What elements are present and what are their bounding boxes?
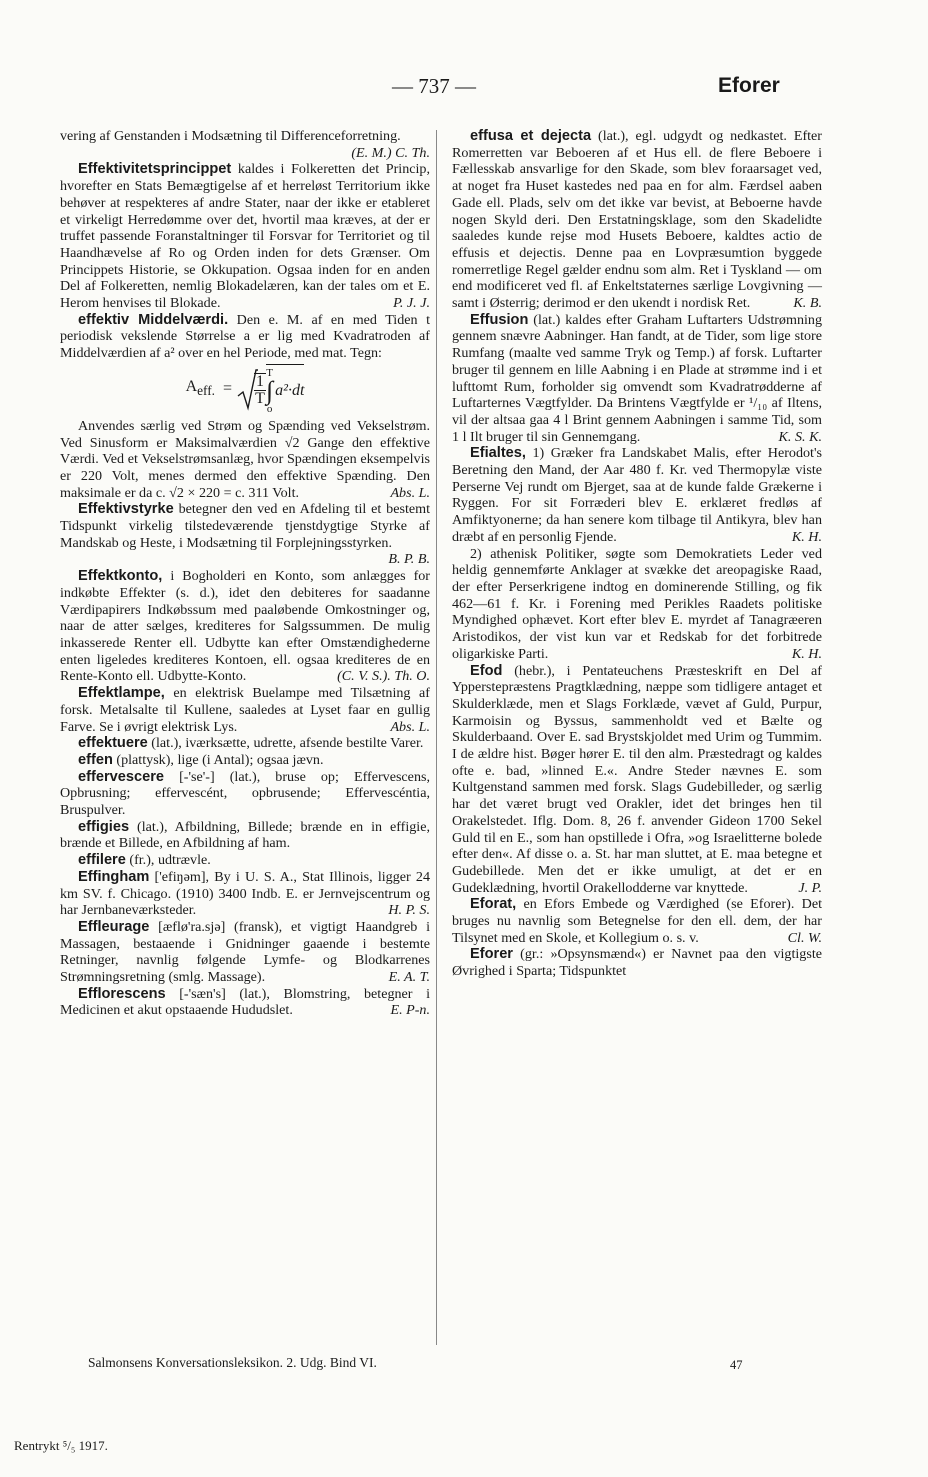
- headword: Effektkonto,: [78, 568, 163, 585]
- headword: Effektivitetsprincippet: [78, 161, 232, 178]
- headword: Efod: [470, 662, 503, 679]
- page-number: — 737 —: [392, 74, 476, 98]
- headword: Effleurage: [78, 918, 150, 935]
- column-divider: [436, 130, 437, 1345]
- entry: Effusion (lat.) kaldes efter Graham Luftarters Udstrømning gennem snævre Aabninger. Han fandt, at de Tider, som lige store Rumfang (maalte ved samme Tryk og Temp.) af forsk. Luftarter bruger til gennem en lille Aabning i en Plade at strømme ind i et lufttomt Rum, forholder sig omvendt som Kvadratrødderne af Luftarternes Vægtfylder. Da Brintens Vægtfylde er ¹/₁₀ af Iltens, vil der altsaa gaa 4 l Brint gennem Aabningen i samme Tid, som 1 l Ilt bruger til sin Gennemgang. K. S. K.: [452, 311, 822, 445]
- entry: effektuere (lat.), iværksætte, udrette, afsende bestilte Varer.: [78, 735, 424, 752]
- author-signature: Abs. L.: [390, 718, 430, 735]
- entry: effilere (fr.), udtrævle.: [78, 852, 211, 869]
- entry: Effleurage [æflø'ra.sjə] (fransk), et vigtigt Haandgreb i Massagen, bestaaende i Gnidninger gaaende i bestemte Retninger, navnlig følgende Lymfe- og Blodkarrenes Strømningsretning (smlg. Massage). E. A. T.: [60, 918, 430, 986]
- entry: vering af Genstanden i Modsætning til Differenceforretning. (E. M.) C. Th.: [60, 128, 430, 161]
- headword: Eforer: [470, 946, 513, 963]
- headword: Eforat,: [470, 896, 517, 913]
- author-signature: K. H.: [791, 645, 822, 662]
- headword: Efialtes,: [470, 445, 526, 462]
- entry: effektiv Middelværdi. Den e. M. af en med Tiden t periodisk vekslende Størrelse a er lig med Kvadratroden af Middelværdien af a² over en hel Periode, med mat. Tegn:: [60, 311, 430, 362]
- entry: Effektlampe, en elektrisk Buelampe med Tilsætning af forsk. Metalsalte til Kullene, saaledes at Lyset faar en gullig Farve. Se i øvrigt elektrisk Lys. Abs. L.: [60, 685, 430, 735]
- author-signature: K. H.: [791, 528, 822, 545]
- headword: effilere: [78, 852, 126, 869]
- left-column: [60, 128, 430, 1019]
- reprint-note: Rentrykt ⁵/₅ 1917.: [14, 1438, 108, 1453]
- entry: effervescere [-'se'-] (lat.), bruse op; Effervescens, Opbrusning; effervescént, opbrusende; Effervescéntia, Bruspulver.: [60, 768, 430, 819]
- running-head: Eforer: [718, 74, 780, 97]
- entry: 2) athenisk Politiker, søgte som Demokratiets Leder ved heldig gennemførte Anklager at svække det areopagiske Raad, der efter Perserkrigene indtog en dominerende Stilling, og fik 462—61 f. Kr. i Forening med Perikles Raadets politiske Myndighed ophævet. Kort efter blev E. myrdet af Tanagræeren Aristodikos, der vist kun var et Redskab for det forbitrede oligarkiske Parti. K. H.: [452, 545, 822, 662]
- author-signature: B. P. B.: [388, 551, 430, 568]
- author-signature: E. A. T.: [388, 969, 430, 986]
- author-signature: K. B.: [793, 295, 822, 312]
- right-column: [452, 128, 822, 980]
- author-signature: J. P.: [798, 879, 822, 896]
- headword: effektiv Middelværdi.: [78, 311, 229, 328]
- entry: effigies (lat.), Afbildning, Billede; brænde en in effigie, brænde et Billede, en Afbildning af ham.: [60, 818, 430, 852]
- entry: Effektkonto, i Bogholderi en Konto, som anlægges for indkøbte Effekter (s. d.), idet den debiteres for saadanne Værdipapirers Indkøbssum med paaløbende Omkostninger og, naar de atter sælges, krediteres for Salgssummen. De mulig inkasserede Renter ell. Udbytte kan efter Omstændighederne enten ligeledes krediteres Kontoen, ell. ogsaa krediteres de en Rente-Konto ell. Udbytte-Konto. (C. V. S.). Th. O.: [60, 568, 430, 685]
- author-signature: H. P. S.: [388, 902, 430, 919]
- headword: effusa et dejecta: [470, 128, 592, 144]
- entry: Efflorescens [-'sæn's] (lat.), Blomstring, betegner i Medicinen et akut opstaaende Hududslet. E. P-n.: [60, 985, 430, 1019]
- headword: Effingham: [78, 868, 150, 885]
- author-signature: (E. M.) C. Th.: [351, 144, 430, 161]
- headword: Effektivstyrke: [78, 501, 174, 518]
- headword: effigies: [78, 818, 130, 835]
- headword: effektuere: [78, 735, 148, 752]
- author-signature: Cl. W.: [787, 929, 822, 946]
- fraction: 1 T: [255, 372, 265, 407]
- integral: T ∫ o a²·dt: [266, 364, 304, 415]
- entry: Eforat, en Efors Embede og Værdighed (se Eforer). Det bruges nu navnlig som Betegnelse for den ell. dem, der har Tilsynet med en Skole, et Kollegium o. s. v. Cl. W.: [452, 896, 822, 946]
- page-header: [0, 74, 928, 104]
- formula-lhs: $A_{eff.}$: [185, 378, 216, 399]
- headword: effen: [78, 751, 113, 768]
- headword: Efflorescens: [78, 985, 166, 1002]
- author-signature: Abs. L.: [390, 484, 430, 501]
- author-signature: K. S. K.: [778, 428, 822, 445]
- entry: Effektivitetsprincippet kaldes i Folkeretten det Princip, hvorefter en Stats Bemægtigelse af et herreløst Territorium ikke behøver at respekteres af andre Stater, naar der ikke er etableret et virkeligt Herredømme over det, hvortil maa kræves, at der er truffet passende Foranstaltninger til Forsvar for Territoriet og til Haandhævelse af Ro og Orden inden for dets Grænser. Om Princippets Historie, se Okkupation. Ogsaa inden for en anden Del af Folkeretten, nemlig Blokadelæren, kan der tales om et E. Herom henvises til Blokade. P. J. J.: [60, 161, 430, 312]
- entry: effen (plattysk), lige (i Antal); ogsaa jævn.: [78, 751, 324, 768]
- author-signature: P. J. J.: [393, 295, 430, 312]
- footer-publication: Salmonsens Konversationsleksikon. 2. Udg. Bind VI.: [88, 1355, 377, 1370]
- headword: Effektlampe,: [78, 685, 165, 702]
- footer-signature-number: 47: [730, 1358, 743, 1372]
- entry: Eforer (gr.: »Opsynsmænd«) er Navnet paa den vigtigste Øvrighed i Sparta; Tidspunktet: [452, 946, 822, 980]
- headword: effervescere: [78, 768, 165, 785]
- entry: Efialtes, 1) Græker fra Landskabet Malis, efter Herodot's Beretning den Mand, der Aar 480 f. Kr. ved Thermopylæ viste Perserne Vej rundt om Bjerget, saa at de kunde falde Grækerne i Ryggen. For sit Forræderi blev E. erklæret fredløs af Amfiktyonerne; da han senere kom tilbage til Antikyra, blev han dræbt af en personlig Fjende. K. H.: [452, 445, 822, 545]
- entry: Anvendes særlig ved Strøm og Spænding ved Vekselstrøm. Ved Sinusform er Maksimalværdien √2 Gange den effektive Værdi. Ved et Vekselstrømsanlæg, hvor Spændingen eksempelvis er 220 Volt, menes dermed den effektive Spænding. Den maksimale er da c. √2 × 220 = c. 311 Volt. Abs. L.: [60, 417, 430, 501]
- author-signature: E. P-n.: [390, 1002, 430, 1019]
- entry: Effektivstyrke betegner den ved en Afdeling til et bestemt Tidspunkt virkelig tilstedeværende tjenstdygtige Styrke af Mandskab og Heste, i Modsætning til Forplejningsstyrken. B. P. B.: [60, 501, 430, 568]
- author-signature: (C. V. S.). Th. O.: [337, 668, 430, 685]
- formula: [60, 364, 430, 416]
- entry: effusa et dejecta (lat.), egl. udgydt og nedkastet. Efter Romerretten var Beboeren af et Hus ell. de flere Beboere i Fællesskab ansvarlige for den Skade, som blev foraarsaget ved, at noget fra Huset kastedes ned paa en for alm. Færdsel aaben Gade ell. Plads, selv om det ikke var bevist, at Beboerne havde nogen Skyld deri. Den Erstatningsklage, som den Skadelidte saaledes kunde rejse mod Husets Beboere, kaldtes actio de effusis et dejectis. Denne paa en Lovpræsumtion byggede romerretlige Regel gælder endnu som alm. Ret i Tyskland — om end modificeret ved fl. af Enkeltstaternes særlige Lovgivning — samt i Østerrig; derimod er den ukendt i nordisk Ret. K. B.: [452, 128, 822, 312]
- headword: Effusion: [470, 311, 529, 328]
- entry: Efod (hebr.), i Pentateuchens Præsteskrift en Del af Ypperstepræstens Pragtklædning, næppe som tidligere antaget et Skulderklæde, men et Slags Forklæde, vævet af Guld, Purpur, Karmoisin og Byssus, sammenholdt ved et Bælte og Skulderbaand. Over E. sad Brystskjoldet med Urim og Tummim. I de ældre hist. Bøger hører E. til den alm. Præstedragt og kaldes ofte e. bad, »linned E.«. Andre Steder nævnes E. som Kultgenstand sammen med forsk. Slags Gudebilleder, og særlig har det været brugt ved Orakler, idet det bringes hen til Orakelstedet. Iflg. Dom. 8, 26 f. anvender Gideon 1700 Sekel Guld til en E., som han opstillede i Ofra, »og Israelitterne bolede efter den«. Af disse o. a. St. har man sluttet, at E. maa betegne et Gudebillede. Men det er ikke umuligt, at det er en Gudeklædning, hvortil Orakellodderne var knyttede. J. P.: [452, 662, 822, 896]
- formula-equals: =: [223, 380, 233, 398]
- entry: Effingham ['efiŋəm], By i U. S. A., Stat Illinois, ligger 24 km SV. f. Chicago. (1910) 3400 Indb. E. er Jernvejscentrum og har Jernbaneværksteder. H. P. S.: [60, 868, 430, 919]
